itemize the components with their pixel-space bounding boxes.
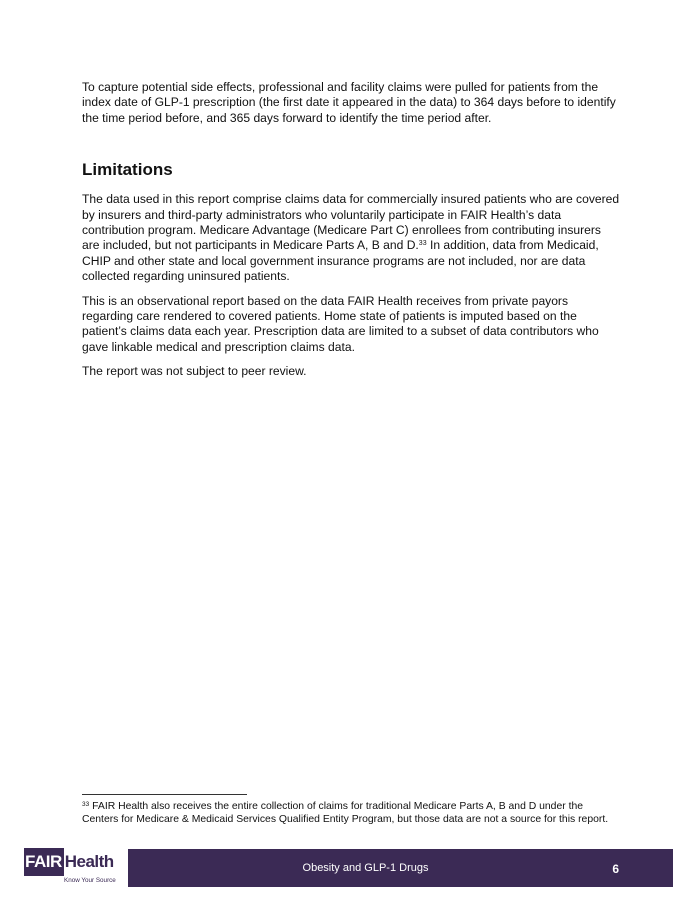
limitations-paragraph-2: This is an observational report based on the data FAIR Health receives from private payors regarding care rendered to covered patients. Home state of patients is imputed based on the patient’s claims data each year. Prescription data are limited to a subset of data contributors who gave linkable medical and prescription claims data. xyxy=(82,293,599,354)
fair-health-logo xyxy=(24,848,119,888)
logo-wordmark xyxy=(24,848,119,876)
footnote-reference[interactable]: 33 xyxy=(418,240,427,248)
limitations-p1-text: The data used in this report comprise claims data for commercially insured patients who are covered by insurers and third-party administrators who voluntarily participate in FAIR Health’s data contribution program. Medicare Advantage (Medicare Part C) enrollees from contributing insurers are included, but not participants in Medicare Parts A, B and D. xyxy=(82,192,620,253)
footnote-text: FAIR Health also receives the entire collection of claims for traditional Medicare Parts A, B and D under the Centers for Medicare & Medicaid Services Qualified Entity Program, but those data are not a source for this report. xyxy=(82,801,609,826)
page-number: 6 xyxy=(612,862,619,876)
body-content xyxy=(82,80,620,389)
footnote xyxy=(82,800,622,827)
limitations-heading: Limitations xyxy=(82,160,173,180)
footnote-divider xyxy=(82,794,247,795)
logo-health-text: Health xyxy=(64,852,114,871)
limitations-paragraph-1 xyxy=(82,192,620,284)
footnote-number: 33 xyxy=(82,801,90,808)
logo-tagline: Know Your Source xyxy=(64,877,116,884)
limitations-p1-continuation: In addition, data from Medicaid, CHIP and other state and local government insurance programs are not included, nor are data collected regarding uninsured patients. xyxy=(82,238,599,284)
limitations-paragraph-3: The report was not subject to peer review. xyxy=(82,364,307,379)
footer-report-title: Obesity and GLP-1 Drugs xyxy=(302,862,429,874)
intro-paragraph: To capture potential side effects, professional and facility claims were pulled for patients from the index date of GLP-1 prescription (the first date it appeared in the data) to 364 days before to identify the time period before, and 365 days forward to identify the time period after. xyxy=(82,80,616,125)
footer-bar xyxy=(128,849,673,887)
logo-fair-text: FAIR xyxy=(24,848,64,876)
